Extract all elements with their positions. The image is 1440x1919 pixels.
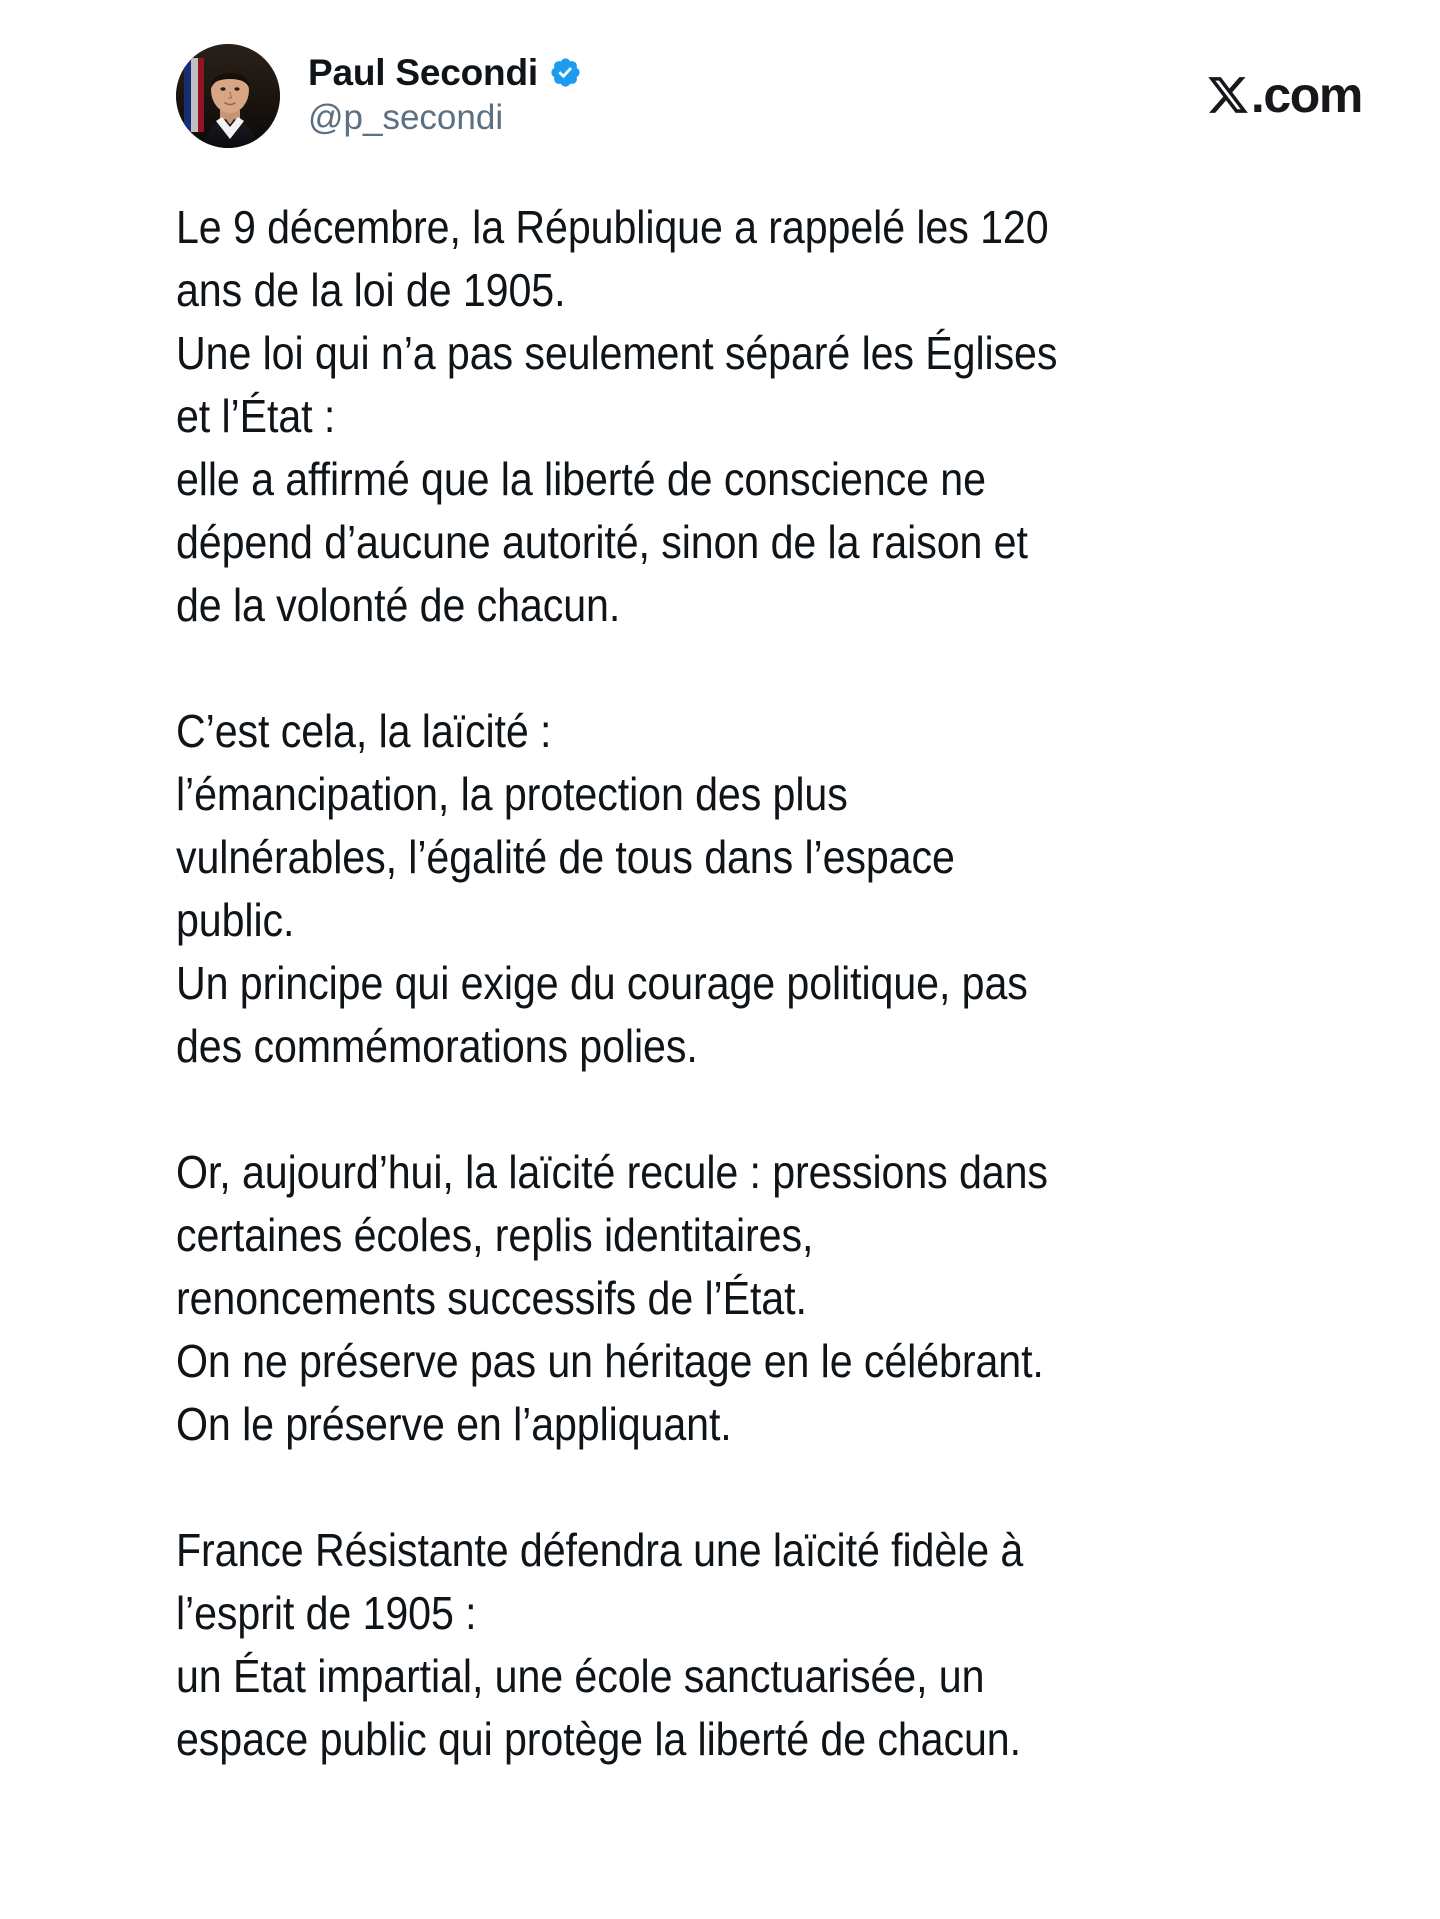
author-avatar[interactable] bbox=[176, 44, 280, 148]
post-line: renoncements successifs de l’État. bbox=[176, 1272, 807, 1324]
post-line: Or, aujourd’hui, la laïcité recule : pressions dans bbox=[176, 1146, 1048, 1198]
x-logo-icon bbox=[1206, 73, 1250, 117]
post-line: de la volonté de chacun. bbox=[176, 579, 621, 631]
post-paragraph bbox=[176, 1519, 1082, 1771]
post-paragraph bbox=[176, 196, 1082, 637]
post-line: On ne préserve pas un héritage en le célébrant. bbox=[176, 1335, 1044, 1387]
post-line: et l’État : bbox=[176, 390, 336, 442]
post-line: elle a affirmé que la liberté de conscience ne bbox=[176, 453, 986, 505]
post-line: dépend d’aucune autorité, sinon de la raison et bbox=[176, 516, 1028, 568]
post-line: l’émancipation, la protection des plus bbox=[176, 768, 848, 820]
brand-dotcom-label: .com bbox=[1250, 67, 1362, 123]
author-display-name: Paul Secondi bbox=[308, 52, 538, 93]
author-names bbox=[308, 44, 582, 138]
post-line: des commémorations polies. bbox=[176, 1020, 698, 1072]
author-identity[interactable] bbox=[176, 44, 582, 148]
post-line: espace public qui protège la liberté de chacun. bbox=[176, 1713, 1021, 1765]
verified-badge-icon bbox=[549, 56, 582, 89]
post-line: vulnérables, l’égalité de tous dans l’espace bbox=[176, 831, 955, 883]
post-line: Le 9 décembre, la République a rappelé les 120 bbox=[176, 201, 1049, 253]
post-line: ans de la loi de 1905. bbox=[176, 264, 566, 316]
x-com-brand bbox=[1206, 67, 1362, 123]
post-line: certaines écoles, replis identitaires, bbox=[176, 1209, 814, 1261]
post-line: Un principe qui exige du courage politique, pas bbox=[176, 957, 1028, 1009]
post-line: public. bbox=[176, 894, 295, 946]
post-line: France Résistante défendra une laïcité fidèle à bbox=[176, 1524, 1024, 1576]
post-line: un État impartial, une école sanctuarisée, un bbox=[176, 1650, 985, 1702]
post-header bbox=[176, 44, 1384, 154]
display-name-row bbox=[308, 54, 582, 91]
post-line: On le préserve en l’appliquant. bbox=[176, 1398, 732, 1450]
author-handle: @p_secondi bbox=[308, 98, 504, 137]
post-line: l’esprit de 1905 : bbox=[176, 1587, 477, 1639]
post-paragraph bbox=[176, 700, 1082, 1078]
post-text bbox=[176, 196, 1082, 1771]
post-line: Une loi qui n’a pas seulement séparé les Églises bbox=[176, 327, 1058, 379]
post-paragraph bbox=[176, 1141, 1082, 1456]
post-line: C’est cela, la laïcité : bbox=[176, 705, 552, 757]
